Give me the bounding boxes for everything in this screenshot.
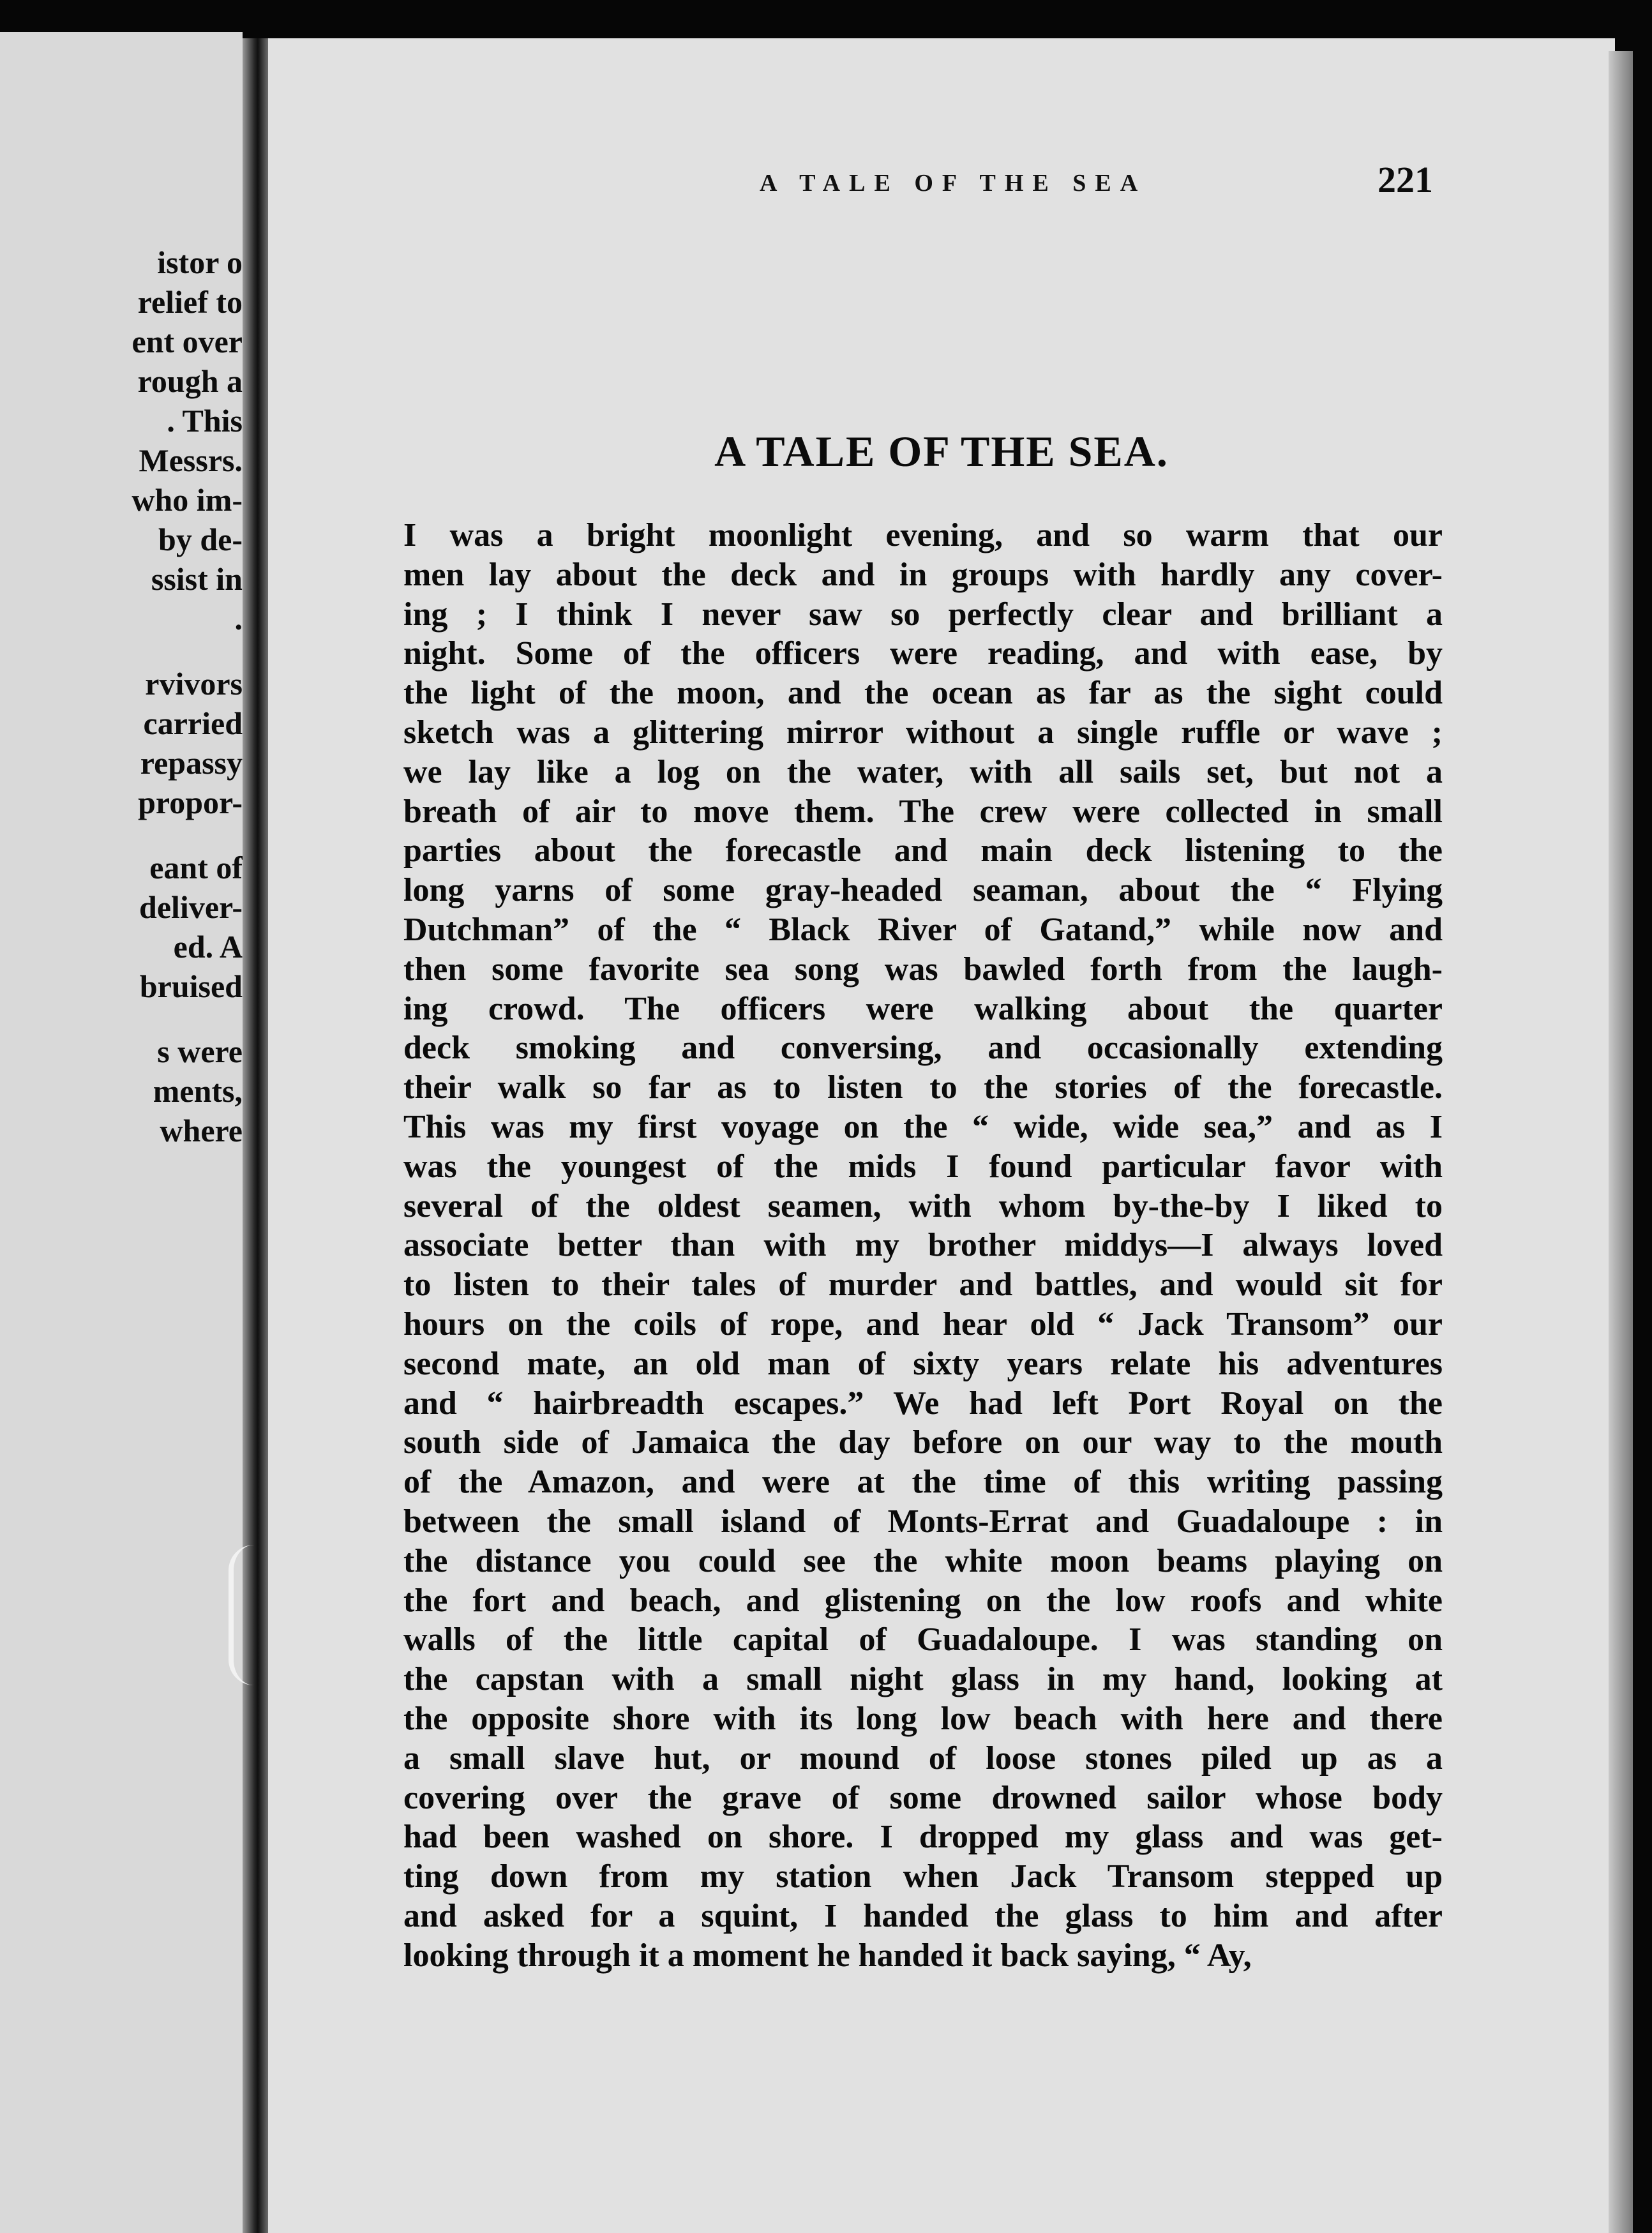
left-text-line: istor o bbox=[157, 244, 243, 280]
left-text-line: Messrs. bbox=[139, 442, 243, 478]
left-text-line: repassy bbox=[140, 745, 243, 781]
text-line: south side of Jamaica the day before on our way to the mouth bbox=[403, 1424, 1443, 1461]
paragraph-gap bbox=[0, 1006, 243, 1032]
text-line: This was my first voyage on the “ wide, wide sea,” and as I bbox=[403, 1108, 1443, 1145]
text-line: deck smoking and conversing, and occasionally extending bbox=[403, 1030, 1443, 1067]
text-line: the capstan with a small night glass in my hand, looking at bbox=[403, 1661, 1443, 1698]
page-edge bbox=[1609, 51, 1633, 2233]
text-line: breath of air to move them. The crew were collected in small bbox=[403, 793, 1443, 830]
left-text-line: carried bbox=[143, 705, 243, 741]
text-line: ting down from my station when Jack Transom stepped up bbox=[403, 1858, 1443, 1895]
paper-clip-mark bbox=[229, 1545, 266, 1685]
left-text-line: ssist in bbox=[151, 561, 243, 597]
left-text-line: s were bbox=[157, 1034, 243, 1069]
text-line: their walk so far as to listen to the stories of the forecastle. bbox=[403, 1069, 1443, 1106]
left-text-line: . bbox=[234, 601, 243, 636]
text-line: ing crowd. The officers were walking about the quarter bbox=[403, 990, 1443, 1027]
text-line: several of the oldest seamen, with whom by-the-by I liked to bbox=[403, 1187, 1443, 1224]
text-line: covering over the grave of some drowned sailor whose body bbox=[403, 1779, 1443, 1816]
text-line: men lay about the deck and in groups with hardly any cover- bbox=[403, 556, 1443, 593]
text-line: Dutchman” of the “ Black River of Gatand,” while now and bbox=[403, 911, 1443, 948]
left-text-line: ed. A bbox=[173, 929, 243, 965]
paragraph-gap bbox=[0, 638, 243, 664]
left-text-line: propor- bbox=[138, 785, 243, 820]
left-text-line: deliver- bbox=[139, 889, 243, 925]
left-text-line: ments, bbox=[153, 1073, 243, 1109]
text-line: walls of the little capital of Guadaloupe. I was standing on bbox=[403, 1621, 1443, 1658]
left-text-line: . This bbox=[167, 403, 243, 439]
running-head: A TALE OF THE SEA bbox=[760, 170, 1147, 197]
text-line: the light of the moon, and the ocean as far as the sight could bbox=[403, 675, 1443, 712]
page-number: 221 bbox=[1378, 159, 1433, 200]
text-line: ing ; I think I never saw so perfectly clear and brilliant a bbox=[403, 596, 1443, 633]
text-line: the fort and beach, and glistening on the low roofs and white bbox=[403, 1582, 1443, 1619]
left-text-line: rvivors bbox=[145, 666, 243, 702]
text-line: we lay like a log on the water, with all sails set, but not a bbox=[403, 753, 1443, 790]
text-line: parties about the forecastle and main deck listening to the bbox=[403, 832, 1443, 869]
text-line: was the youngest of the mids I found particular favor with bbox=[403, 1148, 1443, 1185]
text-line: sketch was a glittering mirror without a single ruffle or wave ; bbox=[403, 714, 1443, 751]
text-line: and asked for a squint, I handed the glass to him and after bbox=[403, 1897, 1443, 1934]
text-line: the distance you could see the white moon beams playing on bbox=[403, 1542, 1443, 1579]
text-line: long yarns of some gray-headed seaman, about the “ Flying bbox=[403, 872, 1443, 909]
text-line: of the Amazon, and were at the time of this writing passing bbox=[403, 1464, 1443, 1501]
left-text-line: rough a bbox=[137, 363, 243, 399]
left-text-line: who im- bbox=[131, 482, 243, 518]
text-line: associate better than with my brother middys—I always loved bbox=[403, 1227, 1443, 1264]
story-body bbox=[403, 516, 1443, 1975]
left-text-line: by de- bbox=[158, 522, 243, 557]
book-gutter bbox=[243, 38, 268, 2233]
text-line: hours on the coils of rope, and hear old “ Jack Transom” our bbox=[403, 1305, 1443, 1342]
left-text-line: ent over bbox=[131, 324, 243, 359]
text-line: had been washed on shore. I dropped my glass and was get- bbox=[403, 1819, 1443, 1856]
left-facing-page bbox=[0, 32, 243, 2233]
left-text-line: where bbox=[160, 1113, 243, 1148]
text-line: a small slave hut, or mound of loose stones piled up as a bbox=[403, 1740, 1443, 1777]
text-line: night. Some of the officers were reading, and with ease, by bbox=[403, 635, 1443, 672]
left-text-line: relief to bbox=[137, 284, 243, 320]
text-line: then some favorite sea song was bawled forth from the laugh- bbox=[403, 951, 1443, 988]
text-line: the opposite shore with its long low beach with here and there bbox=[403, 1700, 1443, 1737]
text-line: second mate, an old man of sixty years relate his adventures bbox=[403, 1345, 1443, 1382]
text-line: and “ hairbreadth escapes.” We had left Port Royal on the bbox=[403, 1385, 1443, 1422]
left-text-line: bruised bbox=[139, 968, 243, 1004]
text-line: I was a bright moonlight evening, and so warm that our bbox=[403, 517, 1443, 553]
left-text-line: eant of bbox=[149, 850, 243, 885]
story-title: A TALE OF THE SEA. bbox=[714, 427, 1169, 476]
text-line: to listen to their tales of murder and battles, and would sit for bbox=[403, 1267, 1443, 1304]
left-page-text bbox=[0, 243, 243, 1150]
text-line: between the small island of Monts-Errat and Guadaloupe : in bbox=[403, 1503, 1443, 1540]
paragraph-gap bbox=[0, 822, 243, 848]
text-line: looking through it a moment he handed it back saying, “ Ay, bbox=[403, 1937, 1252, 1974]
